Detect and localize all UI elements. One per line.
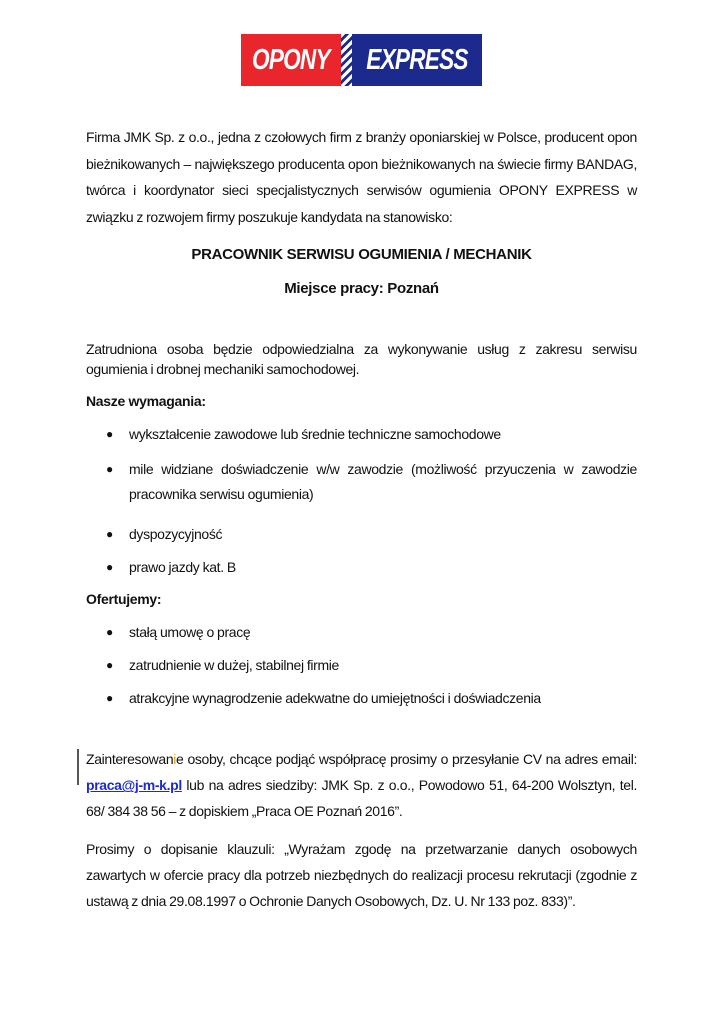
offer-list (86, 622, 637, 708)
requirements-list (86, 424, 637, 577)
list-item (86, 524, 637, 544)
offer-heading: Ofertujemy: (86, 591, 162, 608)
list-item (86, 557, 637, 577)
bullet-icon: ● (106, 462, 113, 477)
logo-word-opony: OPONY (251, 43, 330, 76)
list-item-text: atrakcyjne wynagrodzenie adekwatne do umiejętności i doświadczenia (129, 690, 541, 707)
contact-lead-part-1: Zainteresowan (86, 751, 174, 768)
contact-lead-part-2: i (173, 751, 177, 768)
contact-lead-part-3: e osoby, chcące podjąć współpracę prosimy o przesyłanie CV na adres email: (176, 751, 637, 768)
list-item-text: zatrudnienie w dużej, stabilnej firmie (129, 657, 339, 674)
logo-blue-panel (352, 34, 482, 86)
logo-word-express: EXPRESS (366, 43, 468, 76)
logo-tread-stripe (341, 34, 352, 86)
list-item-text: prawo jazdy kat. B (129, 559, 236, 576)
bullet-icon: ● (106, 427, 113, 442)
intro-paragraph: Firma JMK Sp. z o.o., jedna z czołowych firm z branży oponiarskiej w Polsce, producent opon bieżnikowanych – największego producenta opon bieżnikowanych na świecie firmy BANDAG, twórca i koordynator sieci specjalistycznych serwisów ogumienia OPONY EXPRESS w związku z rozwojem firmy poszukuje kandydata na stanowisko: (86, 129, 637, 225)
workplace-title: Miejsce pracy: Poznań (284, 280, 439, 298)
requirements-heading: Nasze wymagania: (86, 393, 206, 410)
list-item (86, 688, 637, 708)
list-item-text: dyspozycyjność (129, 526, 223, 543)
position-title: PRACOWNIK SERWISU OGUMIENIA / MECHANIK (191, 246, 532, 264)
opony-express-logo (241, 34, 482, 86)
logo-red-panel (241, 34, 341, 86)
duties-paragraph: Zatrudniona osoba będzie odpowiedzialna za wykonywanie usług z zakresu serwisu ogumienia i drobnej mechaniki samochodowej. (86, 341, 637, 378)
bullet-icon: ● (106, 691, 113, 706)
document-body (86, 124, 637, 914)
list-item-text: stałą umowę o pracę (129, 624, 251, 641)
list-item-text: wykształcenie zawodowe lub średnie techniczne samochodowe (129, 426, 501, 443)
contact-rest: lub na adres siedziby: JMK Sp. z o.o., Powodowo 51, 64-200 Wolsztyn, tel. 68/ 384 38 56 – z dopiskiem „Praca OE Poznań 2016”. (86, 777, 637, 820)
bullet-icon: ● (106, 560, 113, 575)
contact-paragraph (86, 746, 637, 824)
list-item (86, 622, 637, 642)
email-link[interactable]: praca@j-m-k.pl (86, 777, 182, 794)
list-item (86, 424, 637, 444)
list-item (86, 457, 637, 507)
list-item-text: mile widziane doświadczenie w/w zawodzie (możliwość przyuczenia w zawodzie pracownika serwisu ogumienia) (129, 461, 637, 503)
edit-marker (77, 749, 79, 785)
bullet-icon: ● (106, 527, 113, 542)
bullet-icon: ● (106, 625, 113, 640)
bullet-icon: ● (106, 658, 113, 673)
list-item (86, 655, 637, 675)
consent-paragraph: Prosimy o dopisanie klauzuli: „Wyrażam zgodę na przetwarzanie danych osobowych zawartych w ofercie pracy dla potrzeb niezbędnych do realizacji procesu rekrutacji (zgodnie z ustawą z dnia 29.08.1997 o Ochronie Danych Osobowych, Dz. U. Nr 133 poz. 833)”. (86, 841, 637, 910)
